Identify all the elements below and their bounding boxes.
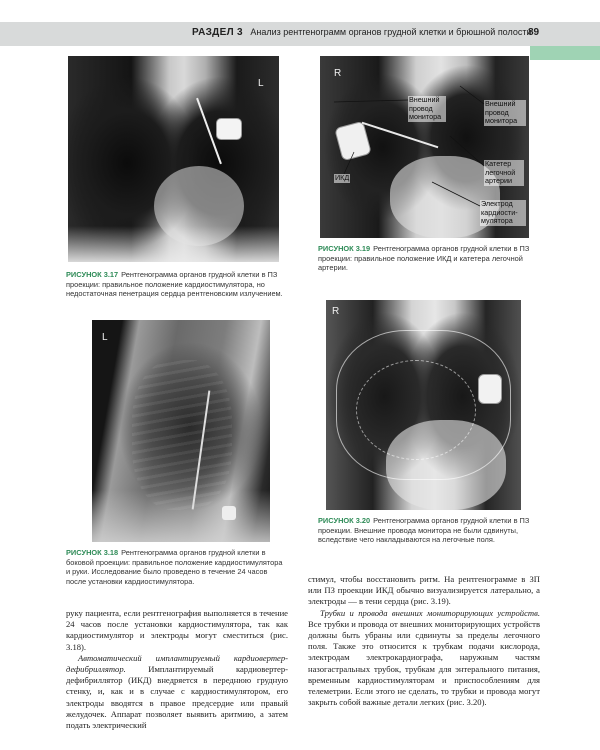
paragraph-right-1: стимул, чтобы восстановить ритм. На рентгенограмме в ЗП или ПЗ проекции ИКД обычно визуализируется латерально, а электроды — в тени сердца (рис. 3.19). — [308, 574, 540, 607]
header-accent — [548, 22, 600, 46]
leader-line-catheter — [450, 136, 484, 166]
caption-3-20 — [318, 516, 540, 545]
section-label: РАЗДЕЛ 3 — [192, 27, 243, 38]
xray-marker-r: R — [332, 306, 340, 317]
xray-marker-l: L — [102, 332, 108, 343]
xray-figure-3-18 — [92, 320, 270, 542]
paragraph-left-2-text: Имплантируемый кардиовертер-дефибриллятор (ИКД) внедряется в переднюю грудную стенку, и, как и в случае с кардиостимулятором, его электроды вводятся в правое предсердие или правый желудочек. Аппарат позволяет выявить аритмию, а затем подать электрический — [66, 664, 288, 731]
xray-figure-3-19 — [320, 56, 529, 238]
leader-line-icd — [344, 152, 354, 174]
annotation-external-wire-right: Внешний провод монитора — [484, 100, 526, 126]
caption-3-18 — [66, 548, 286, 586]
paragraph-left-1: руку пациента, если рентгенография выполняется в течение 24 часов после установки кардиостимулятора, так как кардиостимулятор и электроды могут сместиться (рис. 3.18). — [66, 608, 288, 652]
annotation-icd: ИКД — [335, 173, 350, 182]
caption-text-3-18: Рентгенограмма органов грудной клетки в боковой проекции: правильное положение кардиостимулятора и руки. Исследование было проведено в течение 24 часов после установки кардиостимулятора. — [66, 548, 283, 586]
xray-figure-3-20 — [326, 300, 521, 510]
paragraph-right-2-italic: Трубки и провода внешних мониторирующих устройств. — [320, 607, 540, 618]
pacemaker-device — [216, 118, 242, 140]
figure-id-3-20: РИСУНОК 3.20 — [318, 516, 371, 525]
xray-marker-l: L — [258, 78, 264, 89]
header-green-tab — [530, 46, 600, 60]
pacemaker-lateral — [222, 506, 236, 520]
leader-line-wire-left — [334, 100, 408, 102]
paragraph-left-2 — [66, 653, 288, 731]
body-column-right — [308, 574, 540, 708]
pacemaker-device-3-20 — [478, 374, 502, 404]
annotation-external-wire-left: Внешний провод монитора — [408, 96, 446, 122]
section-title: Анализ рентгенограмм органов грудной клетки и брюшной полости — [250, 27, 532, 37]
figure-id-3-17: РИСУНОК 3.17 — [66, 270, 119, 279]
page-number: 89 — [528, 27, 540, 38]
annotation-pacer-electrode: Электрод кардиости-мулятора — [480, 200, 526, 226]
paragraph-right-2-text: Все трубки и провода от внешних мониторирующих устройств должны быть убраны или сдвинуты за пределы легочного поля. Также это относится к трубкам подачи кислорода, электродам электрокардиографа, наружным частям назогастральных трубок, трубкам для энтерального питания, временным кардиостимуляторам и приспособлениям для телеметрии. Если этого не сделать, то трубки и провода могут закрыть собой важные детали легких (рис. 3.20). — [308, 618, 540, 708]
xray-figure-3-17 — [68, 56, 279, 262]
paragraph-left-2-italic: Автоматический имплантируемый кардиовертер-дефибриллятор. — [66, 652, 288, 675]
leader-line-wire-right — [460, 86, 484, 104]
annotation-pa-catheter: Катетер легочной артерии — [484, 160, 524, 186]
xray-marker-r: R — [334, 68, 342, 79]
caption-3-17 — [66, 270, 286, 299]
body-column-left — [66, 608, 288, 731]
figure-id-3-18: РИСУНОК 3.18 — [66, 548, 119, 557]
caption-text-3-17: Рентгенограмма органов грудной клетки в ПЗ проекции: правильное положение кардиостимулятора, но недостаточная пенетрация сердца рентгеновским излучением. — [66, 270, 283, 299]
running-header — [0, 22, 600, 46]
paragraph-right-2 — [308, 608, 540, 709]
leader-line-electrode — [432, 182, 480, 206]
caption-text-3-19: Рентгенограмма органов грудной клетки в ПЗ проекции: правильное положение ИКД и катетера легочной артерии. — [318, 244, 530, 273]
header-title — [192, 27, 532, 38]
caption-text-3-20: Рентгенограмма органов грудной клетки в ПЗ проекции. Внешние провода монитора не были сдвинуты, вследствие чего накладываются на легочные поля. — [318, 516, 530, 545]
annotation-lines — [320, 56, 529, 238]
figure-id-3-19: РИСУНОК 3.19 — [318, 244, 371, 253]
caption-3-19 — [318, 244, 538, 273]
